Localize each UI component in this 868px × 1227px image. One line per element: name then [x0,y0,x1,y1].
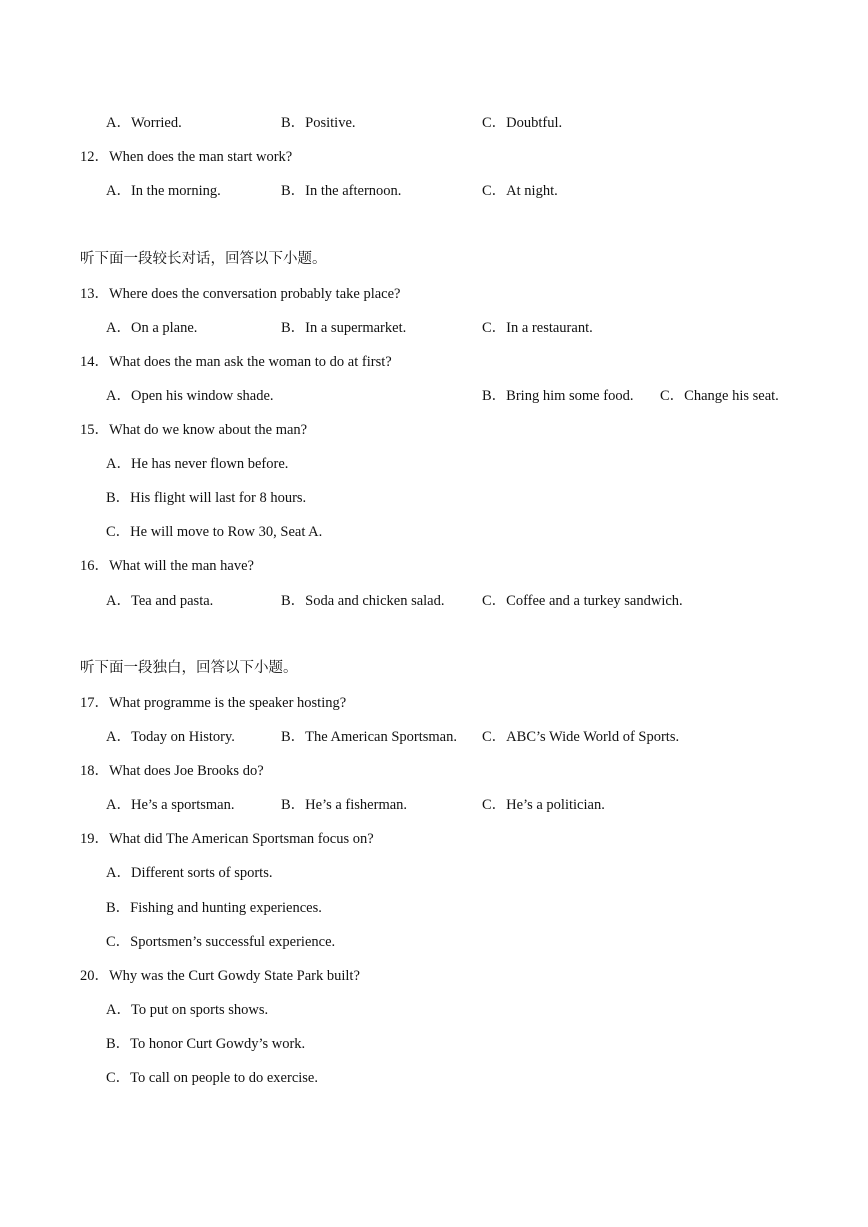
question-15: 15．What do we know about the man? [80,422,308,438]
q18-option-b[interactable]: B．He’s a fisherman. [281,797,408,813]
q16-option-c[interactable]: C．Coffee and a turkey sandwich. [482,593,683,609]
q15-option-a[interactable]: A．He has never flown before. [106,456,289,472]
q11-option-b[interactable]: B．Positive. [281,115,356,131]
q15-option-c[interactable]: C．He will move to Row 30, Seat A. [106,524,323,540]
q12-option-c[interactable]: C．At night. [482,183,558,199]
question-12: 12．When does the man start work? [80,149,293,165]
section-heading-monologue: 听下面一段独白，回答以下小题。 [80,660,298,676]
question-19: 19．What did The American Sportsman focus on? [80,831,374,847]
section-heading-long-dialogue: 听下面一段较长对话，回答以下小题。 [80,251,327,267]
q18-option-c[interactable]: C．He’s a politician. [482,797,605,813]
q12-option-b[interactable]: B．In the afternoon. [281,183,402,199]
q17-option-a[interactable]: A．Today on History. [106,729,235,745]
q13-option-c[interactable]: C．In a restaurant. [482,320,593,336]
q16-option-b[interactable]: B．Soda and chicken salad. [281,593,445,609]
q14-option-a[interactable]: A．Open his window shade. [106,388,274,404]
q20-option-a[interactable]: A．To put on sports shows. [106,1002,269,1018]
q19-option-b[interactable]: B．Fishing and hunting experiences. [106,900,322,916]
q19-option-a[interactable]: A．Different sorts of sports. [106,865,273,881]
q14-option-c[interactable]: C．Change his seat. [660,388,779,404]
q11-option-a[interactable]: A．Worried. [106,115,182,131]
q15-option-b[interactable]: B．His flight will last for 8 hours. [106,490,307,506]
q11-option-c[interactable]: C．Doubtful. [482,115,563,131]
q17-option-c[interactable]: C．ABC’s Wide World of Sports. [482,729,680,745]
question-14: 14．What does the man ask the woman to do at first? [80,354,392,370]
q19-option-c[interactable]: C．Sportsmen’s successful experience. [106,934,336,950]
q20-option-b[interactable]: B．To honor Curt Gowdy’s work. [106,1036,306,1052]
q13-option-b[interactable]: B．In a supermarket. [281,320,407,336]
question-17: 17．What programme is the speaker hosting? [80,695,347,711]
q14-option-b[interactable]: B．Bring him some food. [482,388,634,404]
question-18: 18．What does Joe Brooks do? [80,763,264,779]
question-16: 16．What will the man have? [80,558,254,574]
q20-option-c[interactable]: C．To call on people to do exercise. [106,1070,318,1086]
question-13: 13．Where does the conversation probably take place? [80,286,401,302]
question-20: 20．Why was the Curt Gowdy State Park built? [80,968,360,984]
q16-option-a[interactable]: A．Tea and pasta. [106,593,214,609]
q12-option-a[interactable]: A．In the morning. [106,183,221,199]
q13-option-a[interactable]: A．On a plane. [106,320,198,336]
q17-option-b[interactable]: B．The American Sportsman. [281,729,457,745]
q18-option-a[interactable]: A．He’s a sportsman. [106,797,235,813]
